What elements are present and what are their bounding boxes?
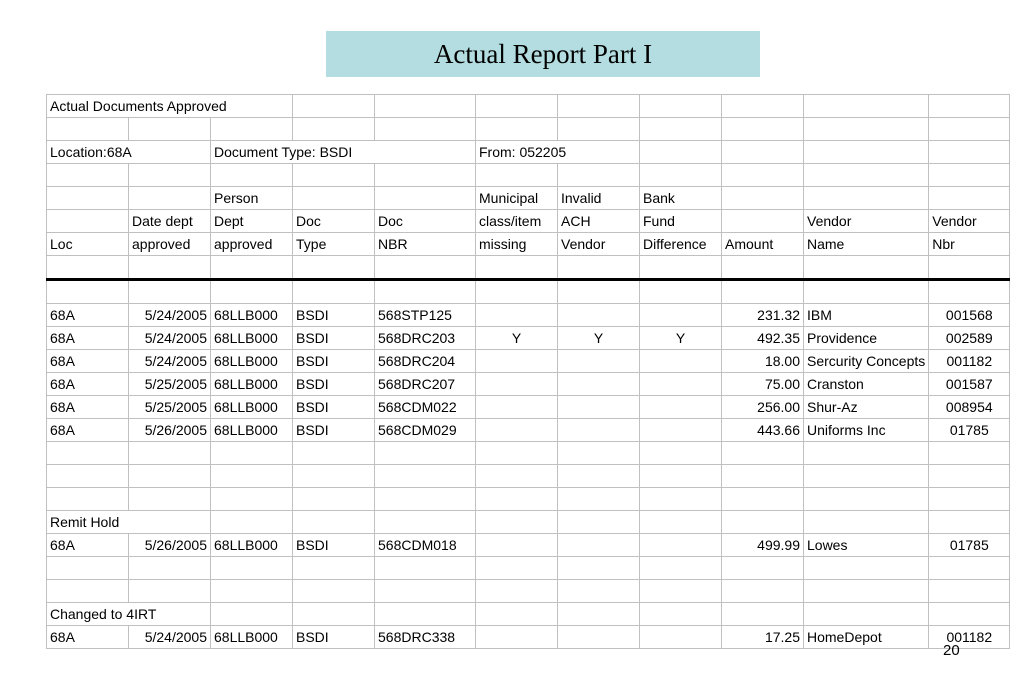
cell [929,141,1010,164]
column-header: approved [211,233,293,256]
cell [293,511,375,534]
table-cell [558,304,640,327]
cell [293,603,375,626]
empty-row [47,580,1010,603]
column-header: Nbr [929,233,1010,256]
cell [47,557,129,580]
empty-row [47,118,1010,141]
table-cell: 256.00 [722,396,804,419]
cell [476,256,558,280]
table-cell: 68LLB000 [211,396,293,419]
table-cell: 5/24/2005 [129,327,211,350]
cell [722,557,804,580]
cell [722,256,804,280]
cell [558,280,640,304]
cell [293,95,375,118]
column-header: Loc [47,233,129,256]
table-cell: 568CDM022 [375,396,476,419]
cell [722,164,804,187]
cell [375,118,476,141]
cell [804,118,929,141]
table-cell [640,350,722,373]
cell [476,603,558,626]
table-cell: 68A [47,419,129,442]
column-header-row [47,187,1010,210]
cell [558,164,640,187]
cell [804,511,929,534]
empty-row [47,164,1010,187]
column-header: Amount [722,233,804,256]
cell [375,580,476,603]
column-header: Person [211,187,293,210]
cell [722,95,804,118]
column-header: Vendor [558,233,640,256]
cell [293,557,375,580]
table-cell: 68A [47,304,129,327]
table-cell [558,419,640,442]
cell [211,465,293,488]
table-cell: 001182 [929,626,1010,649]
cell [640,603,722,626]
column-header [722,187,804,210]
cell [47,580,129,603]
cell [558,603,640,626]
cell [476,580,558,603]
table-cell [476,396,558,419]
table-cell [476,626,558,649]
table-cell: 001587 [929,373,1010,396]
cell [929,280,1010,304]
cell [211,280,293,304]
table-cell: 68A [47,626,129,649]
column-header-row [47,233,1010,256]
table-cell [476,419,558,442]
table-cell: 68LLB000 [211,304,293,327]
table-cell: 5/26/2005 [129,419,211,442]
table-cell: 568STP125 [375,304,476,327]
cell [929,95,1010,118]
cell [929,603,1010,626]
cell [293,164,375,187]
cell [476,95,558,118]
table-cell: IBM [804,304,929,327]
column-header [47,187,129,210]
table-cell: 68LLB000 [211,626,293,649]
table-cell: BSDI [293,419,375,442]
cell [722,442,804,465]
table-cell: 5/26/2005 [129,534,211,557]
cell [211,256,293,280]
column-header: Vendor [804,210,929,233]
table-cell [640,396,722,419]
table-cell [640,304,722,327]
changed-label: Changed to 4IRT [47,603,211,626]
cell [375,256,476,280]
cell [129,465,211,488]
cell [476,442,558,465]
table-cell: 231.32 [722,304,804,327]
table-cell: BSDI [293,373,375,396]
table-cell [558,534,640,557]
table-cell: Cranston [804,373,929,396]
table-cell: 008954 [929,396,1010,419]
table-cell: 68LLB000 [211,350,293,373]
table-cell: Uniforms Inc [804,419,929,442]
table-cell: Providence [804,327,929,350]
column-header: Type [293,233,375,256]
cell [476,557,558,580]
table-cell: 499.99 [722,534,804,557]
column-header: Doc [375,210,476,233]
cell [722,580,804,603]
table-row [47,304,1010,327]
cell [558,488,640,511]
report-table [46,94,1010,649]
cell [476,164,558,187]
column-header [47,210,129,233]
remit-hold-label-row [47,511,1010,534]
cell [640,442,722,465]
table-cell: Y [476,327,558,350]
cell [640,95,722,118]
cell [640,465,722,488]
cell [929,164,1010,187]
location-label: Location:68A [47,141,211,164]
cell [476,511,558,534]
cell [211,603,293,626]
cell [558,465,640,488]
cell [293,488,375,511]
cell [640,164,722,187]
cell [211,580,293,603]
table-cell: BSDI [293,534,375,557]
cell [722,141,804,164]
table-cell: 68LLB000 [211,373,293,396]
cell [640,580,722,603]
table-cell: BSDI [293,626,375,649]
header-title-row [47,95,1010,118]
cell [929,465,1010,488]
column-header: NBR [375,233,476,256]
sheet-header-title: Actual Documents Approved [47,95,293,118]
table-cell: BSDI [293,350,375,373]
column-header [804,187,929,210]
table-cell: Y [558,327,640,350]
cell [375,164,476,187]
column-header [929,187,1010,210]
cell [129,442,211,465]
cell [804,164,929,187]
cell [804,95,929,118]
cell [47,164,129,187]
cell [804,442,929,465]
cell [929,580,1010,603]
cell [375,465,476,488]
column-header: Invalid [558,187,640,210]
cell [804,488,929,511]
table-cell: 568DRC207 [375,373,476,396]
column-header: Name [804,233,929,256]
column-header: Bank [640,187,722,210]
column-header-row [47,210,1010,233]
table-row [47,327,1010,350]
cell [722,511,804,534]
cell [558,442,640,465]
column-header: Municipal [476,187,558,210]
cell [929,511,1010,534]
empty-row [47,488,1010,511]
table-cell: 5/24/2005 [129,304,211,327]
empty-row [47,557,1010,580]
cell [129,164,211,187]
cell [375,280,476,304]
column-header [375,187,476,210]
table-cell: 568CDM029 [375,419,476,442]
table-cell: 443.66 [722,419,804,442]
table-cell [640,534,722,557]
table-cell [640,626,722,649]
page-number: 20 [943,642,960,659]
cell [375,442,476,465]
cell [293,580,375,603]
cell [211,511,293,534]
table-cell: 568DRC338 [375,626,476,649]
table-cell: 01785 [929,419,1010,442]
cell [211,442,293,465]
cell [211,164,293,187]
cell [804,256,929,280]
from-label: From: 052205 [476,141,640,164]
table-cell [476,304,558,327]
cell [722,465,804,488]
table-cell: 5/24/2005 [129,350,211,373]
cell [929,118,1010,141]
cell [929,488,1010,511]
cell [47,488,129,511]
table-cell [640,419,722,442]
table-cell [476,350,558,373]
cell [375,488,476,511]
cell [47,256,129,280]
remit-hold-label: Remit Hold [47,511,211,534]
cell [640,141,722,164]
cell [804,557,929,580]
table-cell: 492.35 [722,327,804,350]
cell [640,488,722,511]
column-header: missing [476,233,558,256]
column-header [722,210,804,233]
cell [722,118,804,141]
table-cell: BSDI [293,304,375,327]
cell [804,603,929,626]
table-cell: Sercurity Concepts [804,350,929,373]
table-cell: 001568 [929,304,1010,327]
table-cell: 568DRC204 [375,350,476,373]
location-row [47,141,1010,164]
column-header: class/item [476,210,558,233]
remit-hold-row [47,534,1010,557]
table-cell: 17.25 [722,626,804,649]
cell [558,511,640,534]
cell [722,488,804,511]
cell [929,557,1010,580]
cell [129,280,211,304]
cell [129,580,211,603]
table-cell [558,396,640,419]
cell [804,580,929,603]
cell [293,465,375,488]
cell [47,118,129,141]
empty-row [47,256,1010,280]
table-cell: 68A [47,350,129,373]
column-header: Fund [640,210,722,233]
cell [722,603,804,626]
cell [804,280,929,304]
table-cell [640,373,722,396]
table-cell: BSDI [293,396,375,419]
column-header: Date dept [129,210,211,233]
cell [293,442,375,465]
column-header: Dept [211,210,293,233]
cell [558,557,640,580]
empty-row [47,442,1010,465]
cell [47,280,129,304]
cell [929,442,1010,465]
cell [47,465,129,488]
column-header: Vendor [929,210,1010,233]
cell [476,488,558,511]
table-cell: 68A [47,373,129,396]
table-row [47,350,1010,373]
cell [929,256,1010,280]
column-header: Doc [293,210,375,233]
table-cell: 68A [47,396,129,419]
cell [640,256,722,280]
table-cell: 68LLB000 [211,534,293,557]
cell [558,580,640,603]
table-cell: 75.00 [722,373,804,396]
cell [129,118,211,141]
table-cell: 5/25/2005 [129,396,211,419]
cell [293,280,375,304]
table-cell: 68A [47,327,129,350]
cell [476,118,558,141]
changed-row [47,626,1010,649]
column-header [129,187,211,210]
cell [640,280,722,304]
cell [211,557,293,580]
empty-row [47,280,1010,304]
cell [129,557,211,580]
table-row [47,419,1010,442]
document-type-label: Document Type: BSDI [211,141,476,164]
cell [375,511,476,534]
table-cell: 001182 [929,350,1010,373]
table-cell: 5/25/2005 [129,373,211,396]
column-header [293,187,375,210]
table-cell: 18.00 [722,350,804,373]
cell [558,95,640,118]
table-cell: Y [640,327,722,350]
table-cell [476,373,558,396]
table-cell: 68LLB000 [211,327,293,350]
table-cell: Shur-Az [804,396,929,419]
changed-label-row [47,603,1010,626]
table-cell: 568CDM018 [375,534,476,557]
cell [375,557,476,580]
cell [293,256,375,280]
table-cell: 5/24/2005 [129,626,211,649]
column-header: ACH [558,210,640,233]
cell [375,603,476,626]
table-cell: HomeDepot [804,626,929,649]
cell [47,442,129,465]
cell [211,488,293,511]
cell [293,118,375,141]
table-cell [476,534,558,557]
table-cell: 002589 [929,327,1010,350]
cell [640,511,722,534]
table-cell: 68LLB000 [211,419,293,442]
table-row [47,396,1010,419]
column-header: approved [129,233,211,256]
cell [558,256,640,280]
cell [129,256,211,280]
table-cell [558,350,640,373]
table-cell: 68A [47,534,129,557]
column-header: Difference [640,233,722,256]
cell [804,141,929,164]
table-row [47,373,1010,396]
table-cell: 568DRC203 [375,327,476,350]
empty-row [47,465,1010,488]
table-cell [558,373,640,396]
cell [804,465,929,488]
cell [640,557,722,580]
cell [476,465,558,488]
cell [476,280,558,304]
slide-title: Actual Report Part I [326,31,760,77]
cell [129,488,211,511]
cell [722,280,804,304]
cell [375,95,476,118]
cell [558,118,640,141]
cell [640,118,722,141]
table-cell: Lowes [804,534,929,557]
table-cell: 01785 [929,534,1010,557]
cell [211,118,293,141]
table-cell: BSDI [293,327,375,350]
table-cell [558,626,640,649]
